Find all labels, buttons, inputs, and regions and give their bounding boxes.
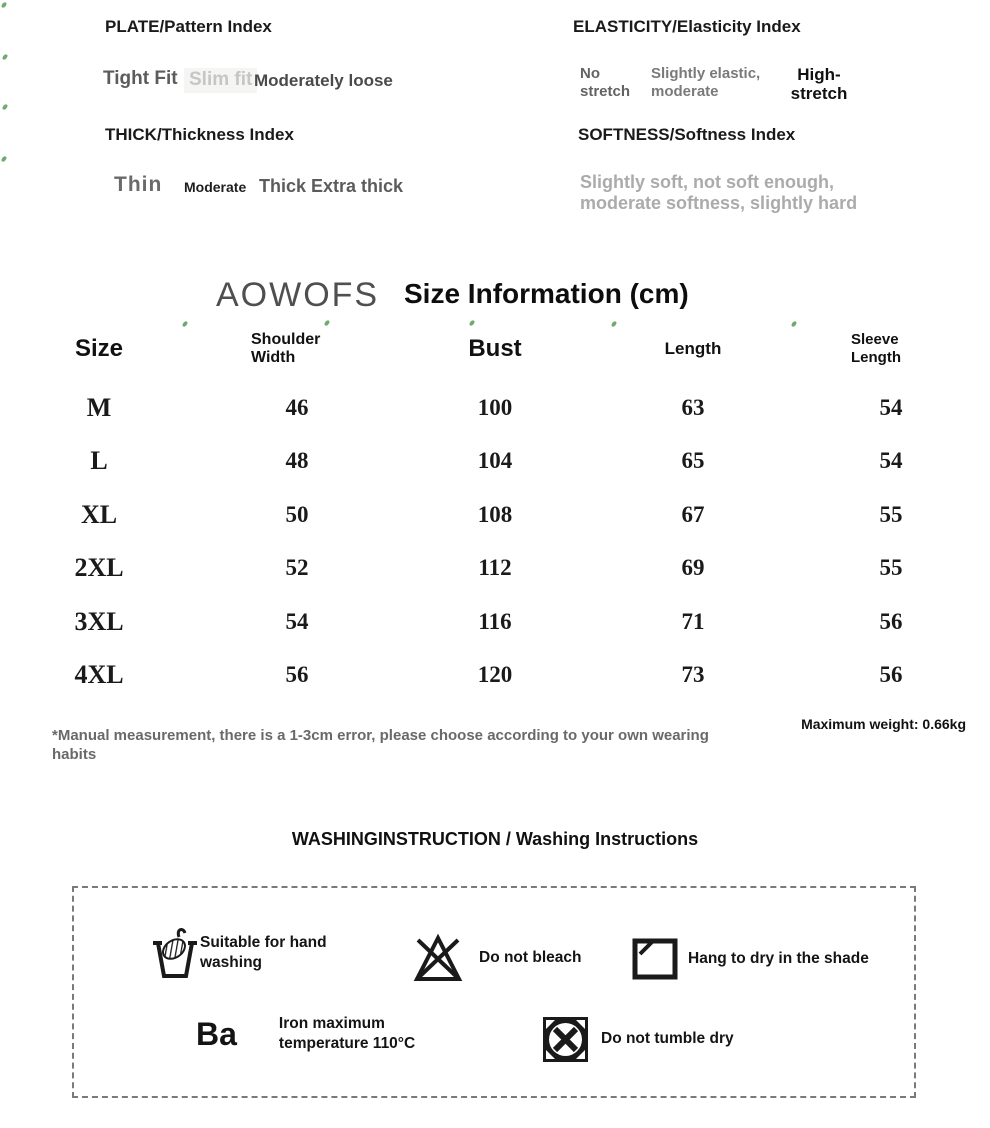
washing-instructions-title: WASHINGINSTRUCTION / Washing Instructions — [291, 829, 699, 849]
size-label: L — [90, 446, 108, 476]
shoulder-value: 52 — [285, 555, 309, 581]
size-label: XL — [80, 499, 118, 529]
length-value: 63 — [681, 394, 705, 420]
shoulder-value: 48 — [285, 448, 309, 474]
column-header-size: Size — [74, 335, 124, 362]
size-table — [0, 381, 990, 702]
sleeve-value: 55 — [879, 555, 903, 581]
elasticity-option-high-stretch: High-stretch — [790, 65, 848, 103]
washing-instructions-box — [72, 886, 916, 1098]
green-artifact-mark — [1, 155, 7, 162]
size-label: M — [86, 392, 112, 422]
washing-item-hand-wash — [150, 926, 358, 980]
sleeve-value: 54 — [879, 448, 903, 474]
thickness-option-thick-extra-thick: Thick Extra thick — [259, 176, 404, 196]
softness-index-title: SOFTNESS/Softness Index — [578, 125, 796, 144]
column-header-length: Length — [664, 339, 722, 358]
column-header-bust: Bust — [468, 335, 522, 362]
elasticity-option-slightly-elastic: Slightly elastic, moderate — [651, 65, 761, 100]
sleeve-value: 56 — [879, 608, 903, 634]
elasticity-index-title: ELASTICITY/Elasticity Index — [573, 17, 801, 36]
hang-dry-icon — [632, 937, 678, 981]
bust-value: 108 — [477, 501, 513, 527]
bust-value: 104 — [477, 448, 513, 474]
bust-value: 100 — [477, 394, 513, 420]
green-artifact-mark — [1, 1, 7, 8]
washing-item-label: Do not bleach — [479, 948, 582, 966]
length-value: 69 — [681, 555, 705, 581]
washing-item-do-not-bleach — [410, 932, 581, 984]
size-table-header-row — [0, 320, 990, 378]
length-value: 73 — [681, 662, 705, 688]
washing-item-label: Suitable for hand washing — [200, 933, 327, 971]
bust-value: 120 — [477, 662, 513, 688]
green-artifact-mark — [2, 53, 8, 60]
sleeve-value: 54 — [879, 394, 903, 420]
washing-item-do-not-tumble-dry — [542, 1016, 734, 1063]
shoulder-value: 46 — [285, 394, 309, 420]
do-not-bleach-icon — [410, 932, 466, 984]
fit-option-moderately-loose: Moderately loose — [254, 71, 393, 90]
hand-wash-icon — [150, 926, 200, 980]
brand-name: AOWOFS — [216, 276, 380, 314]
length-value: 65 — [681, 448, 705, 474]
bust-value: 112 — [478, 555, 512, 581]
iron-icon: Ba — [196, 1015, 237, 1052]
bust-value: 116 — [478, 608, 512, 634]
washing-item-iron — [196, 1014, 469, 1054]
max-weight-note: Maximum weight: 0.66kg — [801, 716, 966, 732]
washing-item-label: Iron maximum temperature 110°C — [278, 1015, 416, 1053]
column-header-shoulder-width: Shoulder Width — [251, 330, 321, 366]
measurement-footnote: *Manual measurement, there is a 1-3cm error, please choose according to your own wearing habits — [52, 727, 709, 763]
length-value: 71 — [681, 608, 705, 634]
shoulder-value: 50 — [285, 501, 309, 527]
thickness-index-title: THICK/Thickness Index — [105, 125, 294, 144]
sleeve-value: 55 — [879, 501, 903, 527]
shoulder-value: 56 — [285, 662, 309, 688]
size-label: 2XL — [74, 553, 124, 583]
sleeve-value: 56 — [879, 662, 903, 688]
shoulder-value: 54 — [285, 608, 309, 634]
softness-description: Slightly soft, not soft enough, moderate softness, slightly hard — [580, 172, 858, 213]
column-header-sleeve-length: Sleeve Length — [851, 331, 901, 366]
fit-option-tight: Tight Fit — [103, 68, 178, 89]
washing-item-label: Do not tumble dry — [601, 1030, 734, 1048]
size-chart-title: Size Information (cm) — [404, 278, 689, 309]
green-artifact-mark — [2, 103, 8, 110]
thickness-option-thin: Thin — [114, 173, 163, 196]
size-label: 4XL — [74, 660, 124, 690]
fit-option-slim: Slim fit — [184, 68, 257, 93]
length-value: 67 — [681, 501, 705, 527]
elasticity-option-no-stretch: No stretch — [580, 65, 631, 100]
plate-index-title: PLATE/Pattern Index — [105, 17, 272, 36]
washing-item-hang-dry — [632, 937, 869, 981]
do-not-tumble-dry-icon — [542, 1016, 589, 1063]
size-label: 3XL — [74, 606, 124, 636]
washing-item-label: Hang to dry in the shade — [688, 949, 869, 967]
thickness-option-moderate: Moderate — [184, 179, 247, 195]
